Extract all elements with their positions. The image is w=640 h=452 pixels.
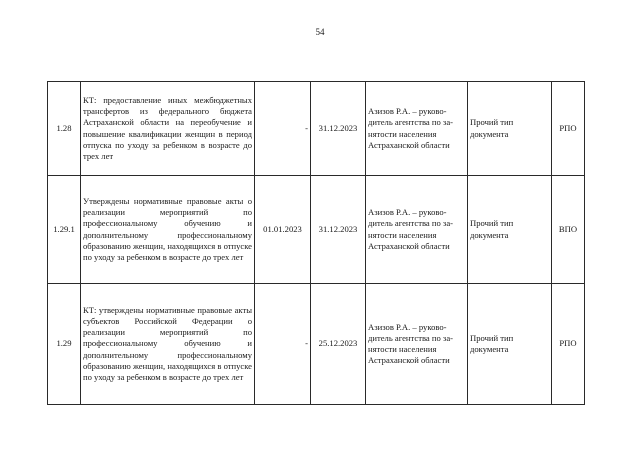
row-description: КТ: предоставление иных межбюджетных трансфертов из федерального бюджета Астраханской области на переобучение и повышение квалификации женщин в период отпуска по уходу за ребенком в возрасте до трех лет: [81, 82, 255, 176]
responsible-line: нятости населения: [368, 229, 437, 240]
row-responsible: [366, 284, 468, 405]
row-end-date: 31.12.2023: [311, 176, 366, 284]
responsible-line: нятости населения: [368, 128, 437, 139]
start-dash: -: [305, 338, 308, 349]
row-end-date: 31.12.2023: [311, 82, 366, 176]
responsible-line: Азизов Р.А. – руково-: [368, 321, 447, 332]
row-document-type: Прочий тип документа: [468, 176, 552, 284]
row-level-code: РПО: [552, 284, 585, 405]
row-document-type: Прочий тип документа: [468, 284, 552, 405]
row-start-date: 01.01.2023: [255, 176, 311, 284]
row-responsible: [366, 82, 468, 176]
table-row: [48, 284, 585, 405]
responsible-line: Астраханской области: [368, 240, 450, 251]
responsible-line: нятости населения: [368, 344, 437, 354]
row-number: 1.28: [48, 82, 81, 176]
row-level-code: РПО: [552, 82, 585, 176]
table-row: [48, 82, 585, 176]
responsible-line: дитель агентства по за-: [368, 218, 453, 229]
start-dash: -: [305, 122, 308, 133]
row-number: 1.29.1: [48, 176, 81, 284]
row-number: 1.29: [48, 284, 81, 405]
responsible-line: дитель агентства по за-: [368, 332, 453, 343]
responsible-line: Астраханской области: [368, 355, 450, 366]
responsible-line: Азизов Р.А. – руково-: [368, 106, 447, 117]
responsible-line: дитель агентства по за-: [368, 117, 453, 128]
row-start-date: [255, 82, 311, 176]
row-responsible: [366, 176, 468, 284]
row-document-type: Прочий тип документа: [468, 82, 552, 176]
responsible-line: Азизов Р.А. – руково-: [368, 207, 447, 218]
plan-table: [47, 81, 585, 405]
table-row: [48, 176, 585, 284]
page-number: 54: [315, 27, 325, 37]
responsible-line: Астраханской области: [368, 139, 450, 150]
row-description: КТ: утверждены нормативные правовые акты субъектов Российской Федерации о реализации мероприятий по профессиональному обучению и дополнительному профессиональному образованию женщин, находящихся в отпуске по уходу за ребенком в возрасте до трех лет: [81, 284, 255, 405]
row-level-code: ВПО: [552, 176, 585, 284]
row-end-date: 25.12.2023: [311, 284, 366, 405]
row-description: Утверждены нормативные правовые акты о реализации мероприятий по профессиональному обучению и дополнительному профессиональному образованию женщин, находящихся в отпуске по уходу за ребенком в возрасте до трех лет: [81, 176, 255, 284]
row-start-date: [255, 284, 311, 405]
